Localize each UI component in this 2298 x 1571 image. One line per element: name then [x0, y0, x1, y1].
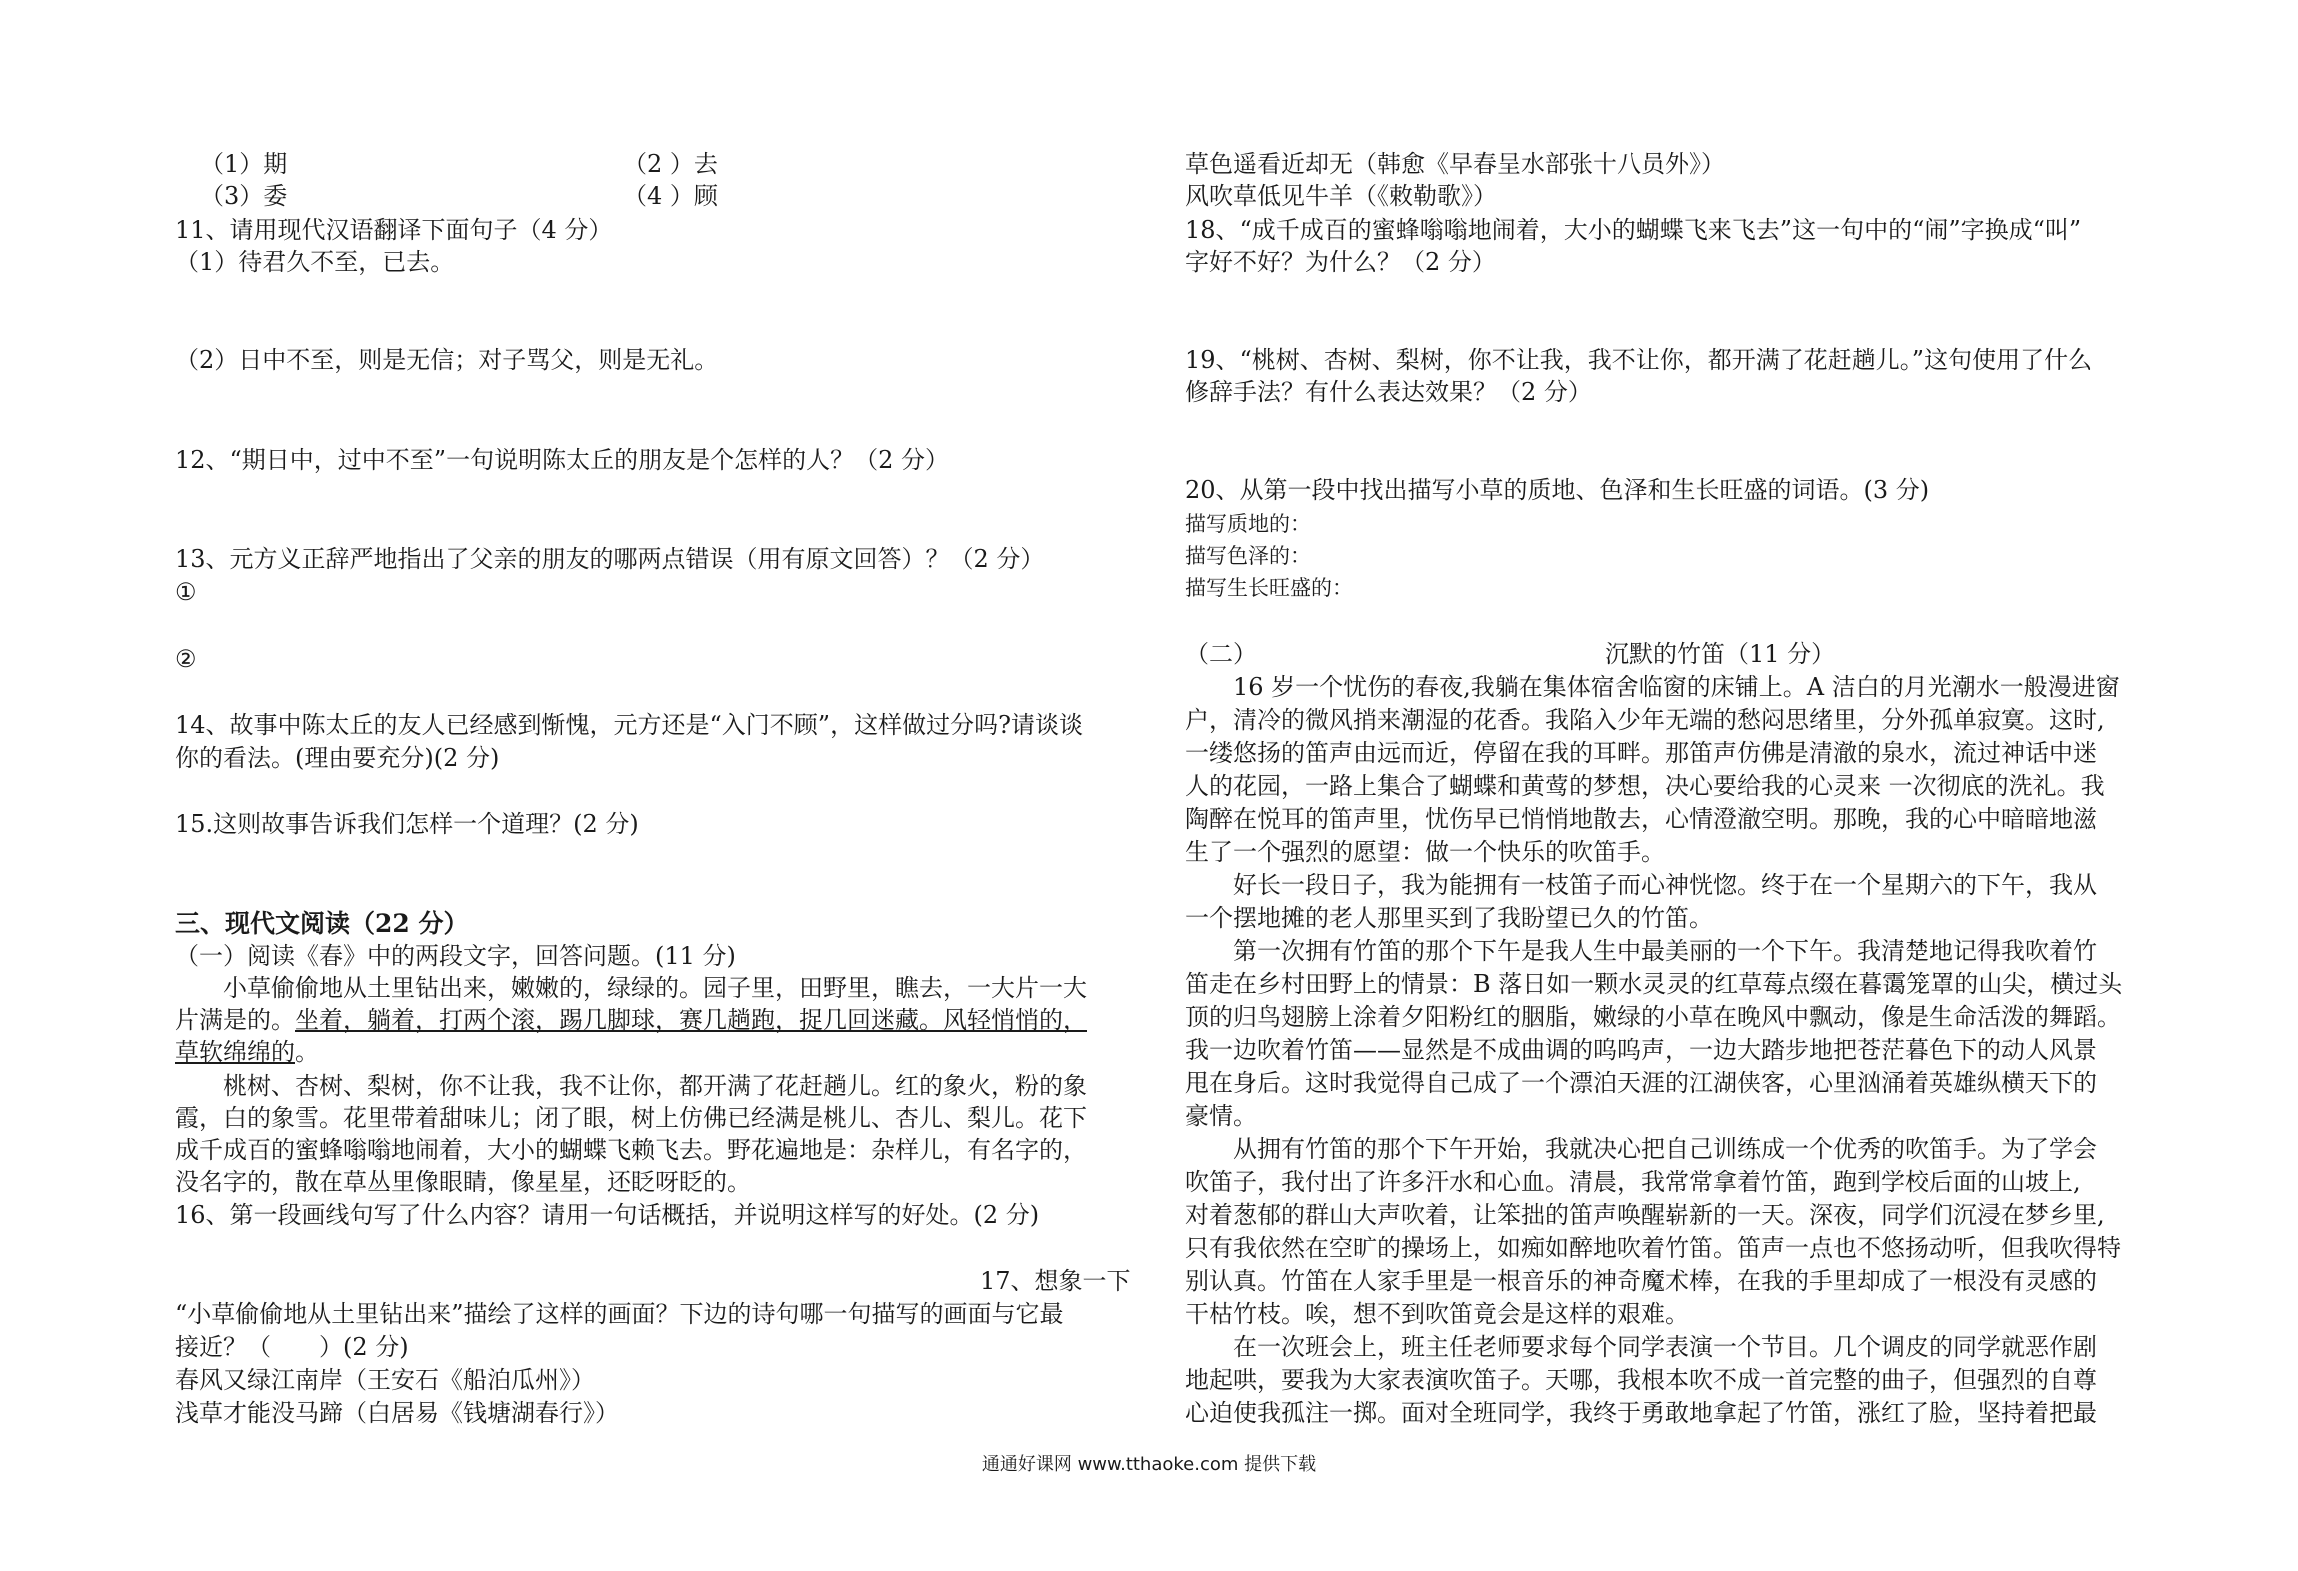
article-p3-line-2: 笛走在乡村田野上的情景：B 落日如一颗水灵灵的红草莓点缀在暮霭笼罩的山尖，横过头 — [1185, 970, 2123, 998]
question-11: 11、请用现代汉语翻译下面句子（4 分） — [175, 216, 613, 244]
question-17-line-2: 接近？（ ）(2 分) — [175, 1333, 409, 1361]
article-p4-line-2: 吹笛子，我付出了许多汗水和心血。清晨，我常常拿着竹笛，跑到学校后面的山坡上, — [1185, 1168, 2081, 1196]
article-p5-line-2: 地起哄，要我为大家表演吹笛子。天哪，我根本吹不成一首完整的曲子，但强烈的自尊 — [1185, 1366, 2097, 1394]
question-18-line-2: 字好不好？为什么？（2 分） — [1185, 248, 1496, 276]
article-p4-line-4: 只有我依然在空旷的操场上，如痴如醉地吹着竹笛。笛声一点也不悠扬动听，但我吹得特 — [1185, 1234, 2121, 1262]
underlined-sentence: 坐着，躺着，打两个滚，踢几脚球，赛几趟跑，捉几回迷藏。风轻悄悄的， — [295, 1006, 1087, 1034]
question-15: 15.这则故事告诉我们怎样一个道理？(2 分) — [175, 810, 639, 838]
question-18-line-1: 18、“成千成百的蜜蜂嗡嗡地闹着，大小的蝴蝶飞来飞去”这一句中的“闹”字换成“叫” — [1185, 216, 2082, 244]
q10-item-3: （3）委 — [200, 182, 288, 210]
question-17-line-1: “小草偷偷地从土里钻出来”描绘了这样的画面？下边的诗句哪一句描写的画面与它最 — [175, 1300, 1064, 1328]
question-14-line-1: 14、故事中陈太丘的友人已经感到惭愧，元方还是“入门不顾”，这样做过分吗?请谈谈 — [175, 711, 1083, 739]
period: 。 — [295, 1038, 319, 1066]
q10-item-1: （1）期 — [200, 150, 288, 178]
answer-circle-2: ② — [175, 645, 197, 673]
poem-option-3: 草色遥看近却无（韩愈《早春呈水部张十八员外》） — [1185, 150, 1725, 178]
q10-item-4: （4 ）顾 — [623, 182, 718, 210]
question-12: 12、“期日中，过中不至”一句说明陈太丘的朋友是个怎样的人？（2 分） — [175, 446, 949, 474]
article-p4-line-3: 对着葱郁的群山大声吹着，让笨拙的笛声唤醒崭新的一天。深夜，同学们沉浸在梦乡里, — [1185, 1201, 2105, 1229]
question-13: 13、元方义正辞严地指出了父亲的朋友的哪两点错误（用有原文回答）？（2 分） — [175, 545, 1045, 573]
article-p3-line-6: 豪情。 — [1185, 1102, 1257, 1130]
answer-circle-1: ① — [175, 578, 197, 606]
question-11-2: （2）日中不至，则是无信；对子骂父，则是无礼。 — [175, 346, 719, 374]
poem-option-1: 春风又绿江南岸（王安石《船泊瓜州》） — [175, 1366, 595, 1394]
article-p2-line-1: 好长一段日子，我为能拥有一枝笛子而心神恍惚。终于在一个星期六的下午，我从 — [1233, 871, 2097, 899]
article-p1-line-6: 生了一个强烈的愿望：做一个快乐的吹笛手。 — [1185, 838, 1665, 866]
article-p3-line-1: 第一次拥有竹笛的那个下午是我人生中最美丽的一个下午。我清楚地记得我吹着竹 — [1233, 937, 2097, 965]
article-p1-line-4: 人的花园，一路上集合了蝴蝶和黄莺的梦想，决心要给我的心灵来 一次彻底的洗礼。我 — [1185, 772, 2105, 800]
q20-color-label: 描写色泽的： — [1185, 544, 1311, 568]
question-20: 20、从第一段中找出描写小草的质地、色泽和生长旺盛的词语。(3 分) — [1185, 476, 1930, 504]
article-p3-line-4: 我一边吹着竹笛——显然是不成曲调的呜呜声，一边大踏步地把苍茫暮色下的动人风景 — [1185, 1036, 2097, 1064]
page-footer: 通通好课网 www.tthaoke.com 提供下载 — [981, 1454, 1317, 1475]
underlined-sentence-end: 草软绵绵的 — [175, 1038, 295, 1066]
passage-2-line-2: 霞，白的象雪。花里带着甜味儿；闭了眼，树上仿佛已经满是桃儿、杏儿、梨儿。花下 — [175, 1104, 1087, 1132]
poem-option-2: 浅草才能没马蹄（白居易《钱塘湖春行》） — [175, 1399, 619, 1427]
article-p4-line-1: 从拥有竹笛的那个下午开始，我就决心把自己训练成一个优秀的吹笛手。为了学会 — [1233, 1135, 2097, 1163]
question-14-line-2: 你的看法。(理由要充分)(2 分) — [175, 744, 500, 772]
article-p1-line-2: 户，清冷的微风捎来潮湿的花香。我陷入少年无端的愁闷思绪里，分外孤单寂寞。这时, — [1185, 706, 2105, 734]
poem-option-4: 风吹草低见牛羊（《敕勒歌》） — [1185, 182, 1497, 210]
question-16: 16、第一段画线句写了什么内容？请用一句话概括，并说明这样写的好处。(2 分) — [175, 1201, 1040, 1229]
article-p3-line-5: 甩在身后。这时我觉得自己成了一个漂泊天涯的江湖侠客，心里汹涌着英雄纵横天下的 — [1185, 1069, 2097, 1097]
article-p4-line-6: 干枯竹枝。唉，想不到吹笛竟会是这样的艰难。 — [1185, 1300, 1689, 1328]
article-title: 沉默的竹笛（11 分） — [1605, 640, 1836, 668]
article-p2-line-2: 一个摆地摊的老人那里买到了我盼望已久的竹笛。 — [1185, 904, 1713, 932]
question-11-1: （1）待君久不至，已去。 — [175, 248, 455, 276]
article-p1-line-1: 16 岁一个忧伤的春夜,我躺在集体宿舍临窗的床铺上。A 洁白的月光潮水一般漫进窗 — [1233, 673, 2120, 701]
q20-texture-label: 描写质地的： — [1185, 512, 1311, 536]
passage-1-line-3 — [175, 1036, 319, 1068]
article-p5-line-1: 在一次班会上，班主任老师要求每个同学表演一个节目。几个调皮的同学就恶作剧 — [1233, 1333, 2097, 1361]
section-3-heading: 三、现代文阅读（22 分） — [175, 909, 469, 938]
question-17-start: 17、想象一下 — [980, 1267, 1131, 1295]
subsection-1-heading: （一）阅读《春》中的两段文字，回答问题。(11 分) — [175, 942, 736, 970]
q10-item-2: （2 ）去 — [623, 150, 718, 178]
passage-2-line-1: 桃树、杏树、梨树，你不让我，我不让你，都开满了花赶趟儿。红的象火，粉的象 — [223, 1072, 1087, 1100]
subsection-2-label: （二） — [1185, 640, 1257, 668]
passage-1-line-2 — [175, 1004, 1087, 1036]
question-19-line-2: 修辞手法？有什么表达效果？（2 分） — [1185, 378, 1592, 406]
article-p1-line-3: 一缕悠扬的笛声由远而近，停留在我的耳畔。那笛声仿佛是清澈的泉水，流过神话中迷 — [1185, 739, 2097, 767]
passage-2-line-4: 没名字的，散在草丛里像眼睛，像星星，还眨呀眨的。 — [175, 1168, 751, 1196]
article-p1-line-5: 陶醉在悦耳的笛声里，忧伤早已悄悄地散去，心情澄澈空明。那晚，我的心中暗暗地滋 — [1185, 805, 2097, 833]
question-19-line-1: 19、“桃树、杏树、梨树，你不让我，我不让你，都开满了花赶趟儿。”这句使用了什么 — [1185, 346, 2093, 374]
passage-2-line-3: 成千成百的蜜蜂嗡嗡地闹着，大小的蝴蝶飞赖飞去。野花遍地是：杂样儿，有名字的， — [175, 1136, 1087, 1164]
passage-1-line-2-text: 片满是的。 — [175, 1006, 295, 1034]
article-p4-line-5: 别认真。竹笛在人家手里是一根音乐的神奇魔术棒，在我的手里却成了一根没有灵感的 — [1185, 1267, 2097, 1295]
passage-1-line-1: 小草偷偷地从土里钻出来，嫩嫩的，绿绿的。园子里，田野里，瞧去，一大片一大 — [223, 974, 1087, 1002]
article-p3-line-3: 顶的归鸟翅膀上涂着夕阳粉红的胭脂，嫩绿的小草在晚风中飘动，像是生命活泼的舞蹈。 — [1185, 1003, 2121, 1031]
article-p5-line-3: 心迫使我孤注一掷。面对全班同学，我终于勇敢地拿起了竹笛，涨红了脸，坚持着把最 — [1185, 1399, 2097, 1427]
q20-growth-label: 描写生长旺盛的： — [1185, 576, 1353, 600]
